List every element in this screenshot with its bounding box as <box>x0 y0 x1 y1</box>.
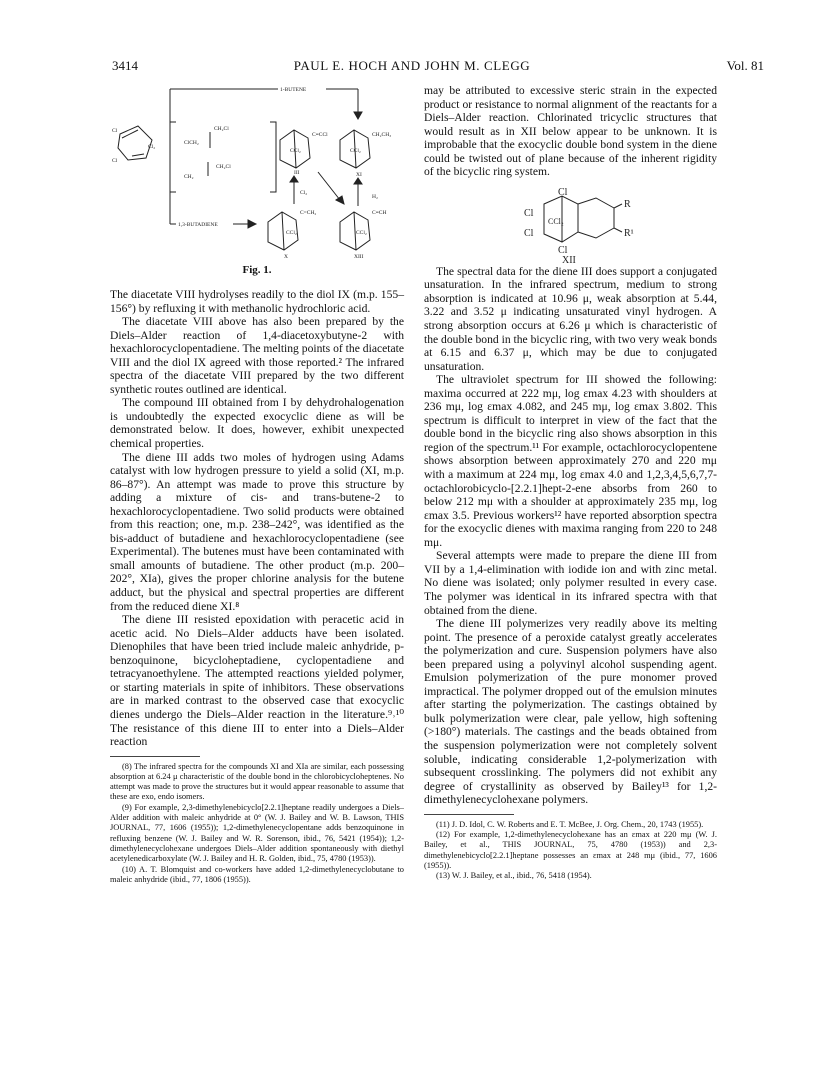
svg-text:CH₂: CH₂ <box>184 174 194 180</box>
atom-cl: Cl <box>558 245 568 256</box>
reaction-scheme-figure <box>108 82 413 262</box>
svg-text:ClCH₂: ClCH₂ <box>184 140 199 146</box>
paragraph: The diene III polymerizes very readily above its melting point. The presence of a peroxide catalyst greatly accelerates the polymerization and cure. Suspension polymers have also been prepared using a polyvinyl alcohol suspending agent. Emulsion polymerization of the pure monomer proved impractical. The polymer dropped out of the emulsion minutes after starting the polymerization. The castings obtained by bulk polymerization were clear, pale yellow, high softening (>180°) materials. The castings and the beads obtained from the suspension polymerization were not completely solvent soluble, indicating considerable 1,2-polymerization with subsequent crosslinking. The polymers did not exhibit any degree of crystallinity as observed by Bailey¹³ for 1,2-dimethylenecyclohexane polymers. <box>424 617 717 807</box>
left-column <box>110 288 404 885</box>
svg-text:CCl₂: CCl₂ <box>286 230 297 236</box>
footnote: (13) W. J. Bailey, et al., ibid., 76, 5418 (1954). <box>436 871 592 881</box>
svg-text:H₂: H₂ <box>372 194 378 200</box>
svg-text:Cl: Cl <box>112 128 118 134</box>
footnote: (8) The infrared spectra for the compounds XI and XIa are similar, each possessing absorption at 6.24 μ characteristic of the double bond in the chlorobicycloheptenes. No attempt was made to prove the structures but it would appear reasonable to assume that these are exo, endo isomers. <box>110 761 404 802</box>
footnote: (10) A. T. Blomquist and co-workers have added 1,2-dimethylenecyclobutane to maleic anhydride (ibid., 77, 1806 (1955)). <box>110 864 404 884</box>
paragraph: The spectral data for the diene III does support a conjugated unsaturation. In the infrared spectrum, medium to strong absorption is indicated at 10.96 μ, weak absorption at 5.44, 3.22 and 3.52 μ indicating unsaturated vinyl hydrogen. A strong absorption occurs at 6.26 μ which is characteristic of the double bond in the bicyclic ring, with two very weak bonds at 6.15 and 6.37 μ, which may be due to conjugated unsaturation. <box>424 264 718 373</box>
svg-text:Cl: Cl <box>112 158 118 164</box>
paragraph: The diene III resisted epoxidation with peracetic acid in acetic acid. No Diels–Alder adducts have been isolated. Dienophiles that have been tried include maleic anhydride, p-benzoquinone, bicycloheptadiene, cyclopentadiene and tetracyanoethylene. The attempted reactions yielded polymer, or starting materials in spite of inhibitors. These observations are in marked contrast to the observed case that exocyclic dienes undergo the Diels–Alder reaction in the literature.⁹˒¹⁰ The resistance of this diene III to enter into a Diels–Alder reaction <box>110 613 404 749</box>
svg-text:C≡CH: C≡CH <box>372 210 387 216</box>
structure-xii-label: XII <box>562 255 576 266</box>
svg-text:CCl₂: CCl₂ <box>290 148 301 154</box>
footnote: (11) J. D. Idol, C. W. Roberts and E. T. McBee, J. Org. Chem., 20, 1743 (1955). <box>436 819 704 829</box>
svg-text:CCl₂: CCl₂ <box>350 148 361 154</box>
svg-text:CCl₂: CCl₂ <box>356 230 367 236</box>
structure-xii <box>510 187 660 266</box>
substituent-r: R <box>624 199 631 210</box>
substituent-r1: R¹ <box>624 228 634 239</box>
paragraph: The diacetate VIII hydrolyses readily to the diol IX (m.p. 155–156°) by refluxing it with methanolic hydrochloric acid. <box>110 288 404 315</box>
svg-text:Cl₂: Cl₂ <box>148 144 156 150</box>
svg-text:CH₂Cl: CH₂Cl <box>216 164 231 170</box>
footnote-rule <box>424 814 514 815</box>
page-authors: PAUL E. HOCH AND JOHN M. CLEGG <box>293 58 531 73</box>
svg-text:CH₂Cl: CH₂Cl <box>214 126 229 132</box>
svg-text:C≡CCl: C≡CCl <box>312 132 328 138</box>
paragraph: may be attributed to excessive steric strain in the expected product or resistance to normal alignment of the reactants for a Diels–Alder reaction. Chlorinated tricyclic structures that would result as in XII below appear to be unknown. It is improbable that the exocyclic double bond system in the diene could be twisted out of plane because of the inherent rigidity of the bicyclic ring system. <box>424 84 717 179</box>
label-butadiene: 1,3-BUTADIENE <box>178 222 218 228</box>
svg-text:CH₂CH₃: CH₂CH₃ <box>372 132 392 138</box>
atom-cl: Cl <box>524 208 534 219</box>
paragraph: Several attempts were made to prepare the diene III from VII by a 1,4-elimination with iodide ion and with zinc metal. No diene was isolated; only polymer resulted in every case. The polymer was identical in its infrared spectra with that obtained from the diene. <box>424 549 717 617</box>
paragraph: The ultraviolet spectrum for III showed the following: maxima occurred at 222 mμ, log εmax 4.23 with shoulders at 236 mμ, log εmax 4.082, and 245 mμ, log εmax 3.802. This spectrum is difficult to interpret in view of the fact that the double bond in the bicyclic ring also shows absorption in this region of the spectrum.¹¹ For example, octachlorocyclopentene shows absorption between approximately 270 and 220 mμ with a maximum at 224 mμ, log εmax 4.0 and 1,2,3,4,5,6,7,7-octachlorobicyclo-[2.2.1]hept-2-ene absorbs from 260 to below 212 mμ with a shoulder at approximately 235 mμ, log εmax 3.5. Previous workers¹² have reported absorption spectra for the exocyclic dienes with maxima ranging from 220 to 248 mμ. <box>424 373 717 549</box>
footnote-rule <box>110 756 200 757</box>
label-compound-iii: III <box>294 170 300 176</box>
paragraph: The compound III obtained from I by dehydrohalogenation is undoubtedly the expected exocyclic diene as will be demonstrated below. It does, however, exhibit unexpected chemical properties. <box>110 396 404 451</box>
running-header <box>60 58 764 74</box>
label-compound-xi: XI <box>356 172 362 178</box>
footnote: (12) For example, 1,2-dimethylenecyclohexane has an εmax at 220 mμ (W. J. Bailey, et al., THIS JOURNAL, 75, 4780 (1953)) and 2,3-dimethylenebicyclo[2.2.1]heptane possesses an εmax at 248 mμ (ibid., 77, 1606 (1955)). <box>424 830 717 870</box>
paragraph: The diacetate VIII above has also been prepared by the Diels–Alder reaction of 1,4-diacetoxybutyne-2 with hexachlorocyclopentadiene. The melting points of the diacetate VIII and the diol IX agreed with those reported.² The infrared spectra of the diacetate VIII prepared by the two different synthetic routes outlined are identical. <box>110 315 404 396</box>
label-butene: 1-BUTENE <box>280 87 307 93</box>
svg-text:Cl₂: Cl₂ <box>300 190 308 196</box>
label-compound-xiii: XIII <box>354 254 364 260</box>
figure-caption: Fig. 1. <box>242 264 272 276</box>
atom-ccl2: CCl₂ <box>548 217 564 226</box>
page-number: 3414 <box>112 58 138 73</box>
journal-volume: Vol. 81 <box>726 58 764 73</box>
atom-cl: Cl <box>524 228 534 239</box>
svg-text:C=CH₂: C=CH₂ <box>300 210 317 216</box>
footnote: (9) For example, 2,3-dimethylenebicyclo[2.2.1]heptane readily undergoes a Diels–Alder addition with maleic anhydride at 0° (W. J. Bailey and W. B. Lawson, THIS JOURNAL, 77, 1606 (1955)); 1,2-dimethylenecyclopentane adds benzoquinone in refluxing benzene (W. J. Bailey and W. R. Sorenson, ibid., 76, 5421 (1954)); 1,2-dimethylenecyclohexane undergoes Diels–Alder addition spontaneously with diethyl acetylenedicarboxylate (W. J. Bailey and H. R. Golden, ibid., 75, 4780 (1953)). <box>110 802 404 864</box>
atom-cl: Cl <box>558 187 568 198</box>
paragraph: The diene III adds two moles of hydrogen using Adams catalyst with low hydrogen pressure to yield a solid (XI, m.p. 86–87°). An attempt was made to prove this structure by adding a mixture of cis- and trans-butene-2 to hexachlorocyclopentadiene. Two solid products were obtained from this reaction; one, m.p. 238–242°, was identified as the bis-adduct of butadiene and hexachlorocyclopentadiene (see Experimental). The butenes must have been contaminated with small amounts of butadiene. The other product (m.p. 200–202°, XIa), gives the proper chlorine analysis for the butene adduct, but the physical and spectral properties are different from the reduced diene XI.⁸ <box>110 450 404 613</box>
label-compound-x: X <box>284 254 288 260</box>
